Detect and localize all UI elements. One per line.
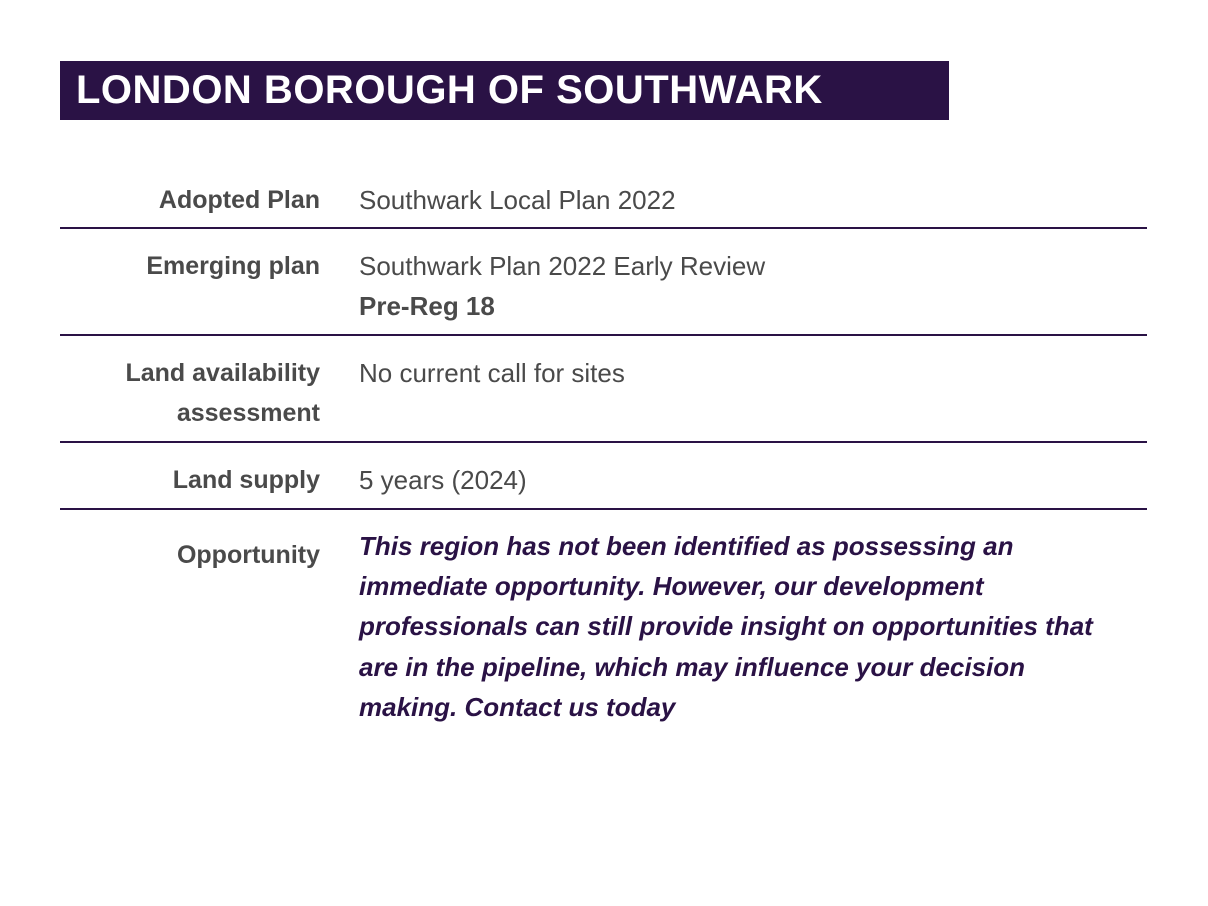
table-row-land-supply [60, 443, 1147, 510]
page-title: LONDON BOROUGH OF SOUTHWARK [76, 68, 823, 112]
row-label: Land availability assessment [125, 359, 320, 427]
row-value: 5 years (2024) [359, 465, 527, 495]
opportunity-statement: This region has not been identified as possessing an immediate opportunity. However, our development professionals can still provide insight on opportunities that are in the pipeline, which may influence your decision making. Contact us today [359, 531, 1093, 722]
row-value: Southwark Plan 2022 Early Review [359, 251, 766, 281]
row-label: Land supply [172, 466, 320, 494]
table-row-land-availability [60, 336, 1147, 443]
title-banner [60, 61, 949, 120]
row-value-container [359, 531, 1147, 727]
row-label: Opportunity [176, 541, 320, 569]
row-label: Adopted Plan [158, 186, 320, 214]
row-value-group [359, 246, 1147, 334]
row-label: Emerging plan [146, 252, 320, 280]
row-value: Southwark Local Plan 2022 [359, 185, 676, 215]
row-value-status: Pre-Reg 18 [359, 291, 495, 321]
table-row-emerging-plan [60, 229, 1147, 336]
row-value: No current call for sites [359, 358, 625, 388]
table-row-adopted-plan [60, 176, 1147, 229]
plan-info-table [60, 176, 1147, 727]
table-row-opportunity [60, 510, 1147, 727]
